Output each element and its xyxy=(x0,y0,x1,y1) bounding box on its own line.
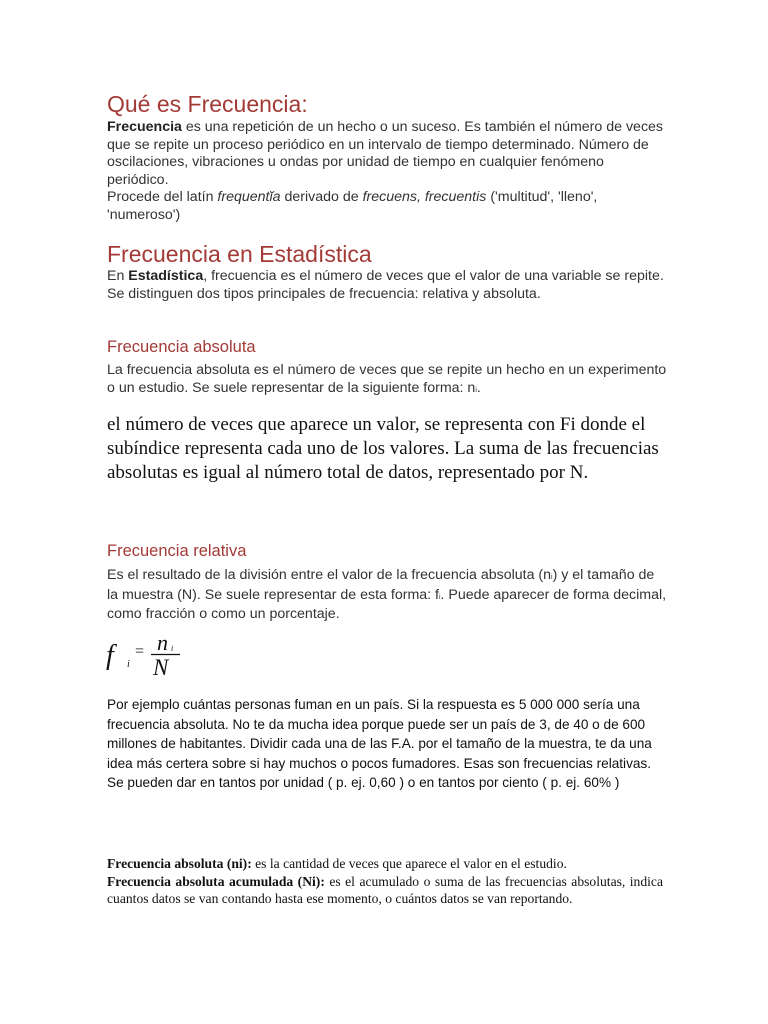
frecuencia-term: Frecuencia xyxy=(107,119,182,135)
definition-term: Frecuencia absoluta (ni): xyxy=(107,856,252,871)
latin-term-1: frequentĭa xyxy=(217,189,281,205)
absoluta-text: La frecuencia absoluta es el número de veces que se repite un hecho en un experimento o un estudio. Se suele representar de la siguiente forma: n xyxy=(107,362,667,396)
subsection-title-absoluta: Frecuencia absoluta xyxy=(107,338,256,356)
section-title-estadistica: Frecuencia en Estadística xyxy=(107,241,372,267)
definition-desc: es la cantidad de veces que aparece el valor en el estudio. xyxy=(251,856,567,871)
ni-subscript-2: i xyxy=(551,574,553,581)
example-paragraph: Por ejemplo cuántas personas fuman en un país. Si la respuesta es 5 000 000 sería una frecuencia absoluta. No te da mucha idea porque puede ser un país de 3, de 40 o de 600 millones de habitantes. Dividir cada una de las F.A. por el tamaño de la muestra, te da una idea más certera sobre si hay muchos o pocos fumadores. Esas son frecuencias relativas. Se pueden dar en tantos por unidad ( p. ej. 0,60 ) o en tantos por ciento ( p. ej. 60% ) xyxy=(107,697,652,791)
relativa-text-b: ) y el tamaño de la muestra (N). Se suele representar de esta forma: f xyxy=(107,567,655,603)
estadistica-text-a: En xyxy=(107,268,129,284)
definition-desc: es el acumulado o suma de las frecuencias absolutas, indica cuantos datos se van contando hasta ese momento, o cuántos datos se van reportando. xyxy=(107,873,663,907)
etymology-paragraph xyxy=(107,189,667,224)
section-title-que-es-frecuencia: Qué es Frecuencia: xyxy=(107,91,308,117)
formula-numerator-sub: i xyxy=(171,644,174,653)
formula-equals: = xyxy=(135,643,145,660)
absoluta-paragraph xyxy=(107,362,667,399)
estadistica-term: Estadística xyxy=(128,268,204,284)
definitions-block xyxy=(107,855,663,908)
estadistica-paragraph xyxy=(107,268,667,303)
definition-absoluta xyxy=(107,855,663,873)
formula-denominator: N xyxy=(153,655,169,680)
ni-subscript: i xyxy=(475,386,477,394)
fi-subscript: i xyxy=(438,593,441,601)
definition-acumulada xyxy=(107,873,663,908)
estadistica-text-b: , frecuencia es el número de veces que el valor de una variable se repite. Se distinguen dos tipos principales de frecuencia: relativa y absoluta. xyxy=(107,268,664,302)
absoluta-large-paragraph: el número de veces que aparece un valor, se representa con Fi donde el subíndice representa cada uno de los valores. La suma de las frecuencias absolutas es igual al número total de datos, representado por N. xyxy=(107,414,659,483)
relative-frequency-formula xyxy=(100,630,200,680)
relativa-text-a: Es el resultado de la división entre el valor de la frecuencia absoluta (n xyxy=(107,567,552,583)
absoluta-text-end: . xyxy=(476,379,481,396)
relativa-paragraph xyxy=(107,567,667,624)
relativa-text-c: . Puede aparecer de forma decimal, como fracción o como un porcentaje. xyxy=(107,586,667,623)
formula-lhs: f xyxy=(106,640,114,671)
etymology-text-a: Procede del latín xyxy=(107,189,218,205)
etymology-text-c: ('multitud', 'lleno', 'numeroso') xyxy=(107,189,598,223)
formula-numerator: n xyxy=(157,630,168,655)
frecuencia-definition-paragraph xyxy=(107,119,667,189)
formula-lhs-sub: i xyxy=(127,659,130,670)
frecuencia-definition-text: es una repetición de un hecho o un suceso. Es también el número de veces que se repite un proceso periódico en un intervalo de tiempo determinado. Número de oscilaciones, vibraciones u ondas por unidad de tiempo en cualquier fenómeno periódico. xyxy=(107,119,664,188)
subsection-title-relativa: Frecuencia relativa xyxy=(107,542,247,560)
etymology-text-b: derivado de xyxy=(280,189,363,205)
definition-term: Frecuencia absoluta acumulada (Ni): xyxy=(107,873,325,889)
latin-term-2: frecuens, frecuentis xyxy=(362,189,487,205)
